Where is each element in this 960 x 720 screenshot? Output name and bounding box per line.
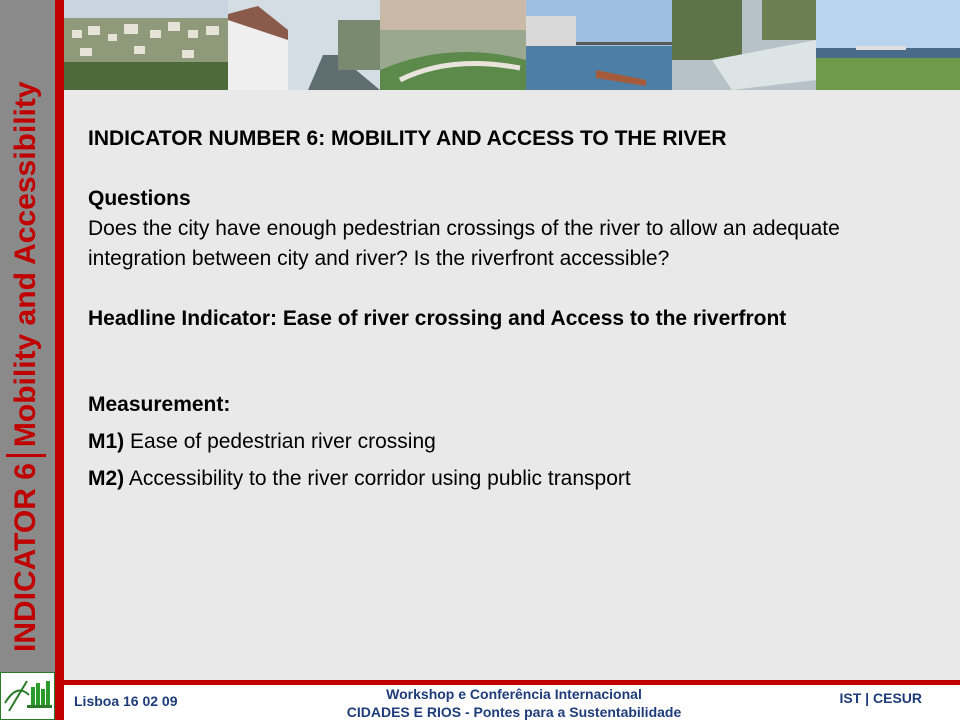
- header-photo-strip: [64, 0, 960, 90]
- questions-text: Does the city have enough pedestrian crossings of the river to allow an adequate integration between city and river? Is the riverfront accessible?: [88, 217, 840, 270]
- vertical-title-indicator: INDICATOR 6: [9, 463, 42, 652]
- photo-river-weir: [672, 0, 816, 90]
- measurement-item-1: [88, 427, 848, 457]
- vertical-title-divider: [6, 454, 46, 457]
- headline-indicator: Headline Indicator: Ease of river crossing and Access to the riverfront: [88, 307, 787, 330]
- photo-riverside-park: [816, 0, 960, 90]
- measurement-text: Ease of pedestrian river crossing: [130, 430, 436, 453]
- questions-label: Questions: [88, 187, 191, 210]
- measurement-code: M1): [88, 430, 125, 453]
- measurement-label: Measurement:: [88, 393, 231, 416]
- photo-city-hillside: [64, 0, 228, 90]
- photo-canal-warehouses: [228, 0, 380, 90]
- measurement-text: Accessibility to the river corridor using public transport: [128, 467, 631, 490]
- footer-organization: IST | CESUR: [839, 690, 922, 706]
- measurement-item-2: [88, 464, 848, 494]
- sidebar-accent-strip: [55, 0, 64, 720]
- vertical-title-topic: Mobility and Accessibility: [9, 81, 42, 448]
- vertical-slide-title: [2, 52, 50, 652]
- measurement-code: M2): [88, 467, 125, 490]
- slide-text: [88, 124, 848, 501]
- footer-event-line1: Workshop e Conferência Internacional: [386, 686, 642, 702]
- cesur-logo: [0, 672, 55, 720]
- slide-heading: INDICATOR NUMBER 6: MOBILITY AND ACCESS TO THE RIVER: [88, 127, 727, 150]
- photo-riverside-promenade: [380, 0, 526, 90]
- footer-event-line2: CIDADES E RIOS - Pontes para a Sustentabilidade: [346, 704, 682, 720]
- footer-location-date: Lisboa 16 02 09: [74, 693, 178, 709]
- photo-river-bridge: [526, 0, 672, 90]
- footer-event: [304, 685, 724, 720]
- slide-content: [64, 90, 960, 680]
- footer: [64, 685, 960, 720]
